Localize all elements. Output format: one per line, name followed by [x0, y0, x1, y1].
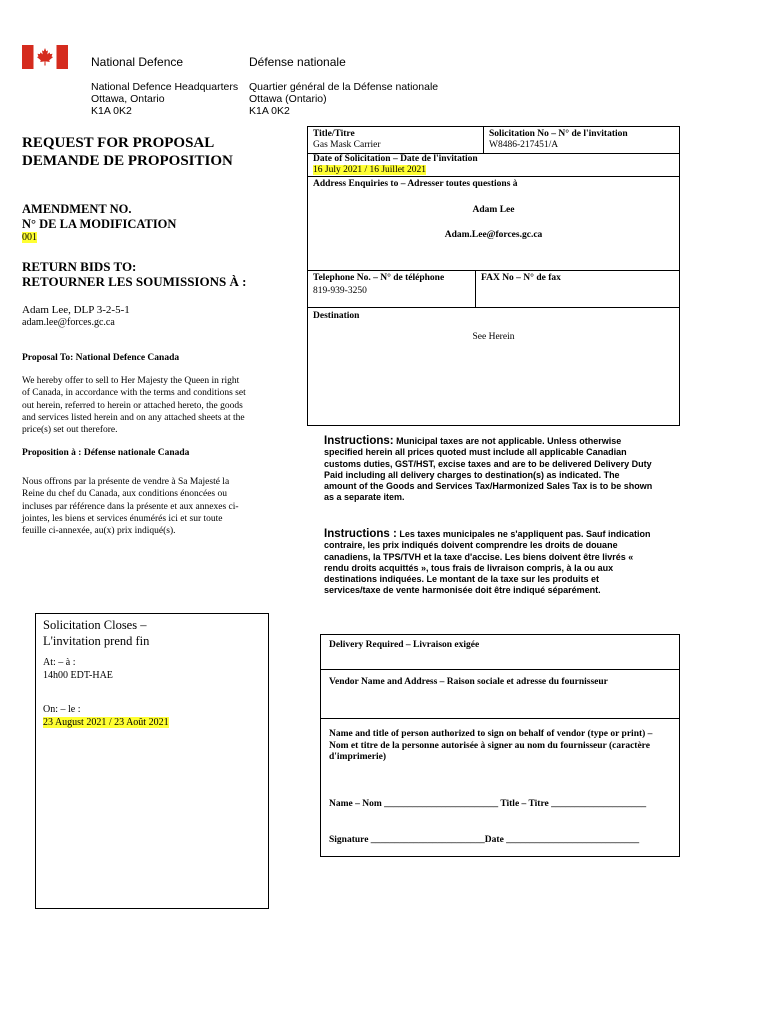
- delivery-required-label: Delivery Required – Livraison exigée: [329, 640, 480, 650]
- solicitation-cell: [484, 127, 679, 153]
- amendment-label-fr: N° DE LA MODIFICATION: [22, 217, 177, 231]
- closes-on-label: On: – le :: [43, 704, 81, 715]
- address-en-line: Ottawa, Ontario: [91, 93, 165, 105]
- amendment-number: [22, 232, 37, 245]
- dept-name-fr: Défense nationale: [249, 55, 346, 69]
- closes-on-value: 23 August 2021 / 23 Août 2021: [43, 716, 169, 728]
- authorized-person-label: Name and title of person authorized to sign on behalf of vendor (type or print) – Nom et titre de la personne autorisée à signer au nom du fournisseur (caractère d'imprimerie): [329, 729, 653, 762]
- phone-value: 819-939-3250: [313, 286, 367, 296]
- instructions-fr-body: Les taxes municipales ne s'appliquent pas. Sauf indication contraire, les prix indiqués doivent comprendre les droits de douane canadiens, la TPS/TVH et la taxe d'accise. Les biens doivent être livrés « rendu droits acquittés », tous frais de livraison compris, à la ou aux destinations indiquées. Le montant de la taxe sur les produits et services/taxe de vente harmonisée doit être indiqué séparément.: [324, 529, 651, 596]
- return-bids-fr: RETOURNER LES SOUMISSIONS À :: [22, 274, 247, 289]
- closes-title-fr: L'invitation prend fin: [43, 634, 150, 648]
- canada-flag-logo: [22, 45, 68, 69]
- fax-cell: [476, 270, 679, 307]
- instructions-en: [324, 436, 654, 504]
- address-en-line: National Defence Headquarters: [91, 81, 239, 93]
- proposal-to: Proposal To: National Defence Canada: [22, 353, 180, 363]
- enquiries-name: Adam Lee: [472, 205, 515, 215]
- title-cell: [308, 127, 484, 153]
- closes-at-label: At: – à :: [43, 657, 76, 668]
- return-bids-block: [22, 259, 246, 289]
- closes-at-value: 14h00 EDT-HAE: [43, 669, 113, 681]
- vendor-box: [320, 634, 680, 857]
- address-fr-line: K1A 0K2: [249, 105, 290, 117]
- date-label: Date of Solicitation – Date de l'invitation: [313, 154, 478, 164]
- title-label: Title/Titre: [313, 129, 355, 139]
- address-fr-line: Quartier général de la Défense nationale: [249, 81, 439, 93]
- date-cell: [308, 153, 679, 177]
- instructions-en-heading: Instructions:: [324, 435, 394, 447]
- instructions-fr: [324, 529, 654, 597]
- enquiries-email: Adam.Lee@forces.gc.ca: [444, 230, 543, 240]
- instructions-en-body: Municipal taxes are not applicable. Unless otherwise specified herein all prices quoted must include all applicable Canadian customs duties, GST/HST, excise taxes and are to be delivered Delivery Duty Paid including all delivery charges to destination(s) as indicated. The amount of the Goods and Services Tax/Harmonized Sales Tax is to be shown as a separate item.: [324, 436, 653, 503]
- document-title: [22, 134, 233, 170]
- dept-name-en: National Defence: [91, 55, 184, 69]
- return-name: Adam Lee, DLP 3-2-5-1: [22, 304, 130, 316]
- title-value: Gas Mask Carrier: [313, 140, 381, 150]
- offer-text-en: We hereby offer to sell to Her Majesty the Queen in right of Canada, in accordance with the terms and conditions set out herein, referred to herein or attached hereto, the goods and services listed herein and on any attached sheets at the price(s) set out therefore.: [22, 376, 246, 436]
- enquiries-cell: [308, 177, 679, 269]
- closes-at: [43, 657, 113, 682]
- address-en: [91, 81, 238, 117]
- name-title-line: Name – Nom ________________________ Title – Titre ____________________: [329, 799, 647, 809]
- destination-label: Destination: [313, 311, 360, 321]
- vendor-name-address-label: Vendor Name and Address – Raison sociale et adresse du fournisseur: [329, 677, 608, 687]
- return-bids-en: RETURN BIDS TO:: [22, 259, 137, 274]
- title-fr: DEMANDE DE PROPOSITION: [22, 153, 233, 169]
- title-en: REQUEST FOR PROPOSAL: [22, 135, 215, 151]
- offer-text-fr: Nous offrons par la présente de vendre à Sa Majesté la Reine du chef du Canada, aux conditions énoncées ou incluses par référence dans la présente et aux annexes ci-jointes, les biens et services énumérés ici et sur toute feuille ci-annexée, au(x) prix indiqué(s).: [22, 477, 239, 537]
- return-email: adam.lee@forces.gc.ca: [22, 317, 115, 328]
- destination-value: See Herein: [472, 332, 515, 342]
- address-fr: [249, 81, 438, 117]
- destination-cell: [308, 308, 679, 425]
- instructions-fr-heading: Instructions :: [324, 528, 397, 540]
- closes-title: [43, 617, 149, 649]
- phone-cell: [308, 270, 476, 307]
- solicitation-label: Solicitation No – N° de l'invitation: [489, 129, 628, 139]
- solicitation-value: W8486-217451/A: [489, 140, 559, 150]
- enquiries-label: Address Enquiries to – Adresser toutes questions à: [313, 179, 518, 189]
- closes-title-en: Solicitation Closes –: [43, 618, 147, 632]
- address-fr-line: Ottawa (Ontario): [249, 93, 327, 105]
- date-value: 16 July 2021 / 16 Juillet 2021: [313, 165, 426, 175]
- proposition-fr: Proposition à : Défense nationale Canada: [22, 448, 190, 458]
- amendment-block: [22, 202, 176, 232]
- signature-date-line: Signature ________________________Date ____________________________: [329, 835, 640, 845]
- amendment-label-en: AMENDMENT NO.: [22, 202, 132, 216]
- amendment-number-value: 001: [22, 232, 37, 243]
- address-en-line: K1A 0K2: [91, 105, 132, 117]
- solicitation-info-table: [307, 126, 680, 426]
- fax-label: FAX No – N° de fax: [481, 273, 561, 283]
- vendor-divider: [321, 718, 679, 719]
- vendor-divider: [321, 669, 679, 670]
- closes-on: [43, 704, 169, 729]
- solicitation-closes-box: [35, 613, 269, 909]
- phone-label: Telephone No. – N° de téléphone: [313, 273, 445, 283]
